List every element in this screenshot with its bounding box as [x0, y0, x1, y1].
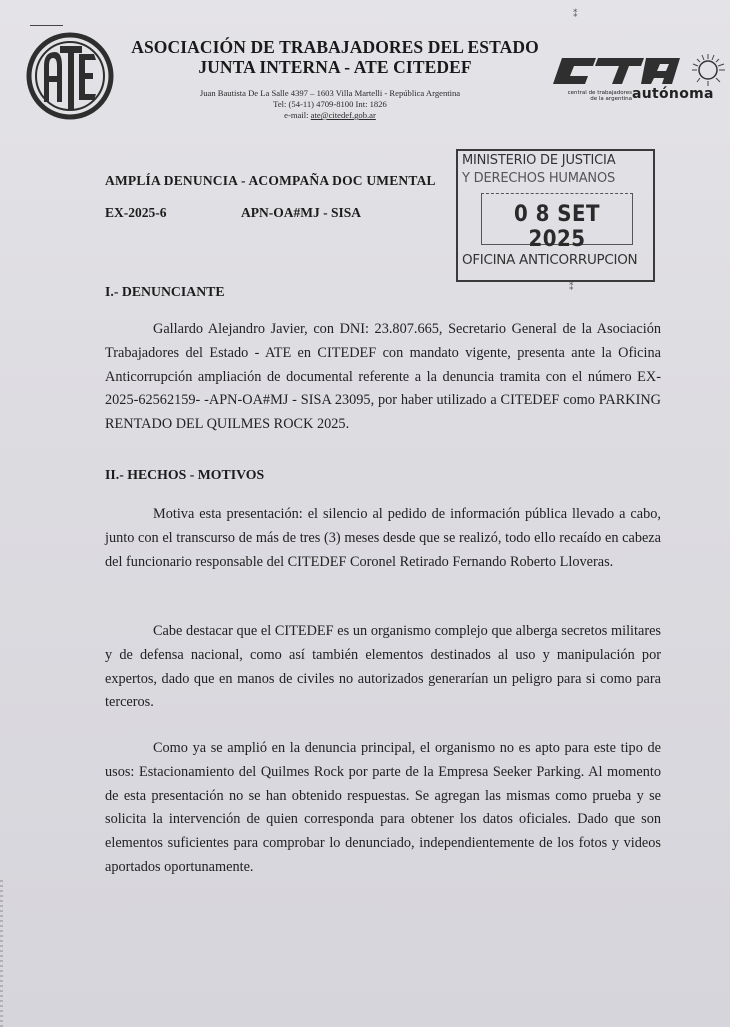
- paragraph-hechos-2: Cabe destacar que el CITEDEF es un organismo complejo que alberga secretos militares y de defensa nacional, como así también elementos destinados al uso y manipulación por expertos, dado que en manos de civiles no autorizados generarían un peligro para si como para terceros.: [105, 623, 661, 711]
- expediente-number-left: EX-2025-6: [105, 205, 167, 220]
- organization-contact: [160, 88, 500, 121]
- pen-mark: [30, 25, 63, 26]
- paragraph-denunciante: Gallardo Alejandro Javier, con DNI: 23.807.665, Secretario General de la Asociación Trabajadores del Estado - ATE en CITEDEF con mandato vigente, presenta ante la Oficina Anticorrupción ampliación de documental referente a la denuncia tramita con el número EX-2025-62562159- -APN-OA#MJ - SISA 23095, por haber utilizado a CITEDEF como PARKING RENTADO DEL QUILMES ROCK 2025.: [105, 321, 661, 433]
- staple-mark-icon: ⁑: [569, 283, 574, 293]
- stamp-date: 0 8 SET 2025: [513, 202, 601, 252]
- organization-title-line2: JUNTA INTERNA - ATE CITEDEF: [198, 57, 472, 77]
- reception-stamp: [456, 149, 655, 282]
- email-label: e-mail:: [284, 110, 311, 120]
- cta-tagline-line1: central de trabajadores: [567, 90, 632, 96]
- email-line: [160, 110, 500, 121]
- document-subject: AMPLÍA DENUNCIA - ACOMPAÑA DOC UMENTAL: [105, 173, 436, 188]
- address: Juan Bautista De La Salle 4397 – 1603 Villa Martelli - República Argentina: [199, 88, 461, 98]
- email-link[interactable]: ate@citedef.gob.ar: [310, 110, 376, 120]
- stamp-ministry-line2: Y DERECHOS HUMANOS: [462, 171, 616, 186]
- expediente-number-right: APN-OA#MJ - SISA: [241, 205, 361, 220]
- staple-mark-icon: ⁑: [573, 10, 578, 20]
- stamp-date-box: [481, 193, 633, 252]
- cta-tagline-line2: de la argentina: [590, 96, 632, 102]
- section-heading-hechos: II.- HECHOS - MOTIVOS: [105, 467, 265, 482]
- stamp-ministry: MINISTERIO DE JUSTICIA: [462, 153, 616, 168]
- organization-title: [130, 37, 540, 77]
- phone: Tel: (54-11) 4709-8100 Int: 1826: [273, 99, 387, 109]
- section-heading-denunciante: I.- DENUNCIANTE: [105, 284, 225, 299]
- organization-title-line1: ASOCIACIÓN DE TRABAJADORES DEL ESTADO: [131, 37, 539, 57]
- page-edge-perforation: [0, 880, 3, 1027]
- cta-autonoma-word: autónoma: [632, 86, 714, 102]
- stamp-office: OFICINA ANTICORRUPCION: [462, 252, 638, 268]
- cta-tagline: [552, 90, 632, 102]
- paragraph-hechos-1: Motiva esta presentación: el silencio al pedido de información pública llevado a cabo, junto con el transcurso de más de tres (3) meses desde que se realizó, todo ello recaído en cabeza del funcionario responsable del CITEDEF Coronel Retirado Fernando Roberto Lloveras.: [105, 506, 661, 570]
- ate-logo-icon: [26, 32, 114, 120]
- paragraph-hechos-3: Como ya se amplió en la denuncia principal, el organismo no es apto para este tipo de usos: Estacionamiento del Quilmes Rock por parte de la Empresa Seeker Parking. Al momento de esta presentación no se han obtenido respuestas. Se agregan las mismas como prueba y se solicita la intervención de quien corresponda para obtener los datos oficiales. Dado que son elementos suficientes para comprobar lo denunciado, independientemente de los fotos y videos aportados oportunamente.: [105, 740, 661, 875]
